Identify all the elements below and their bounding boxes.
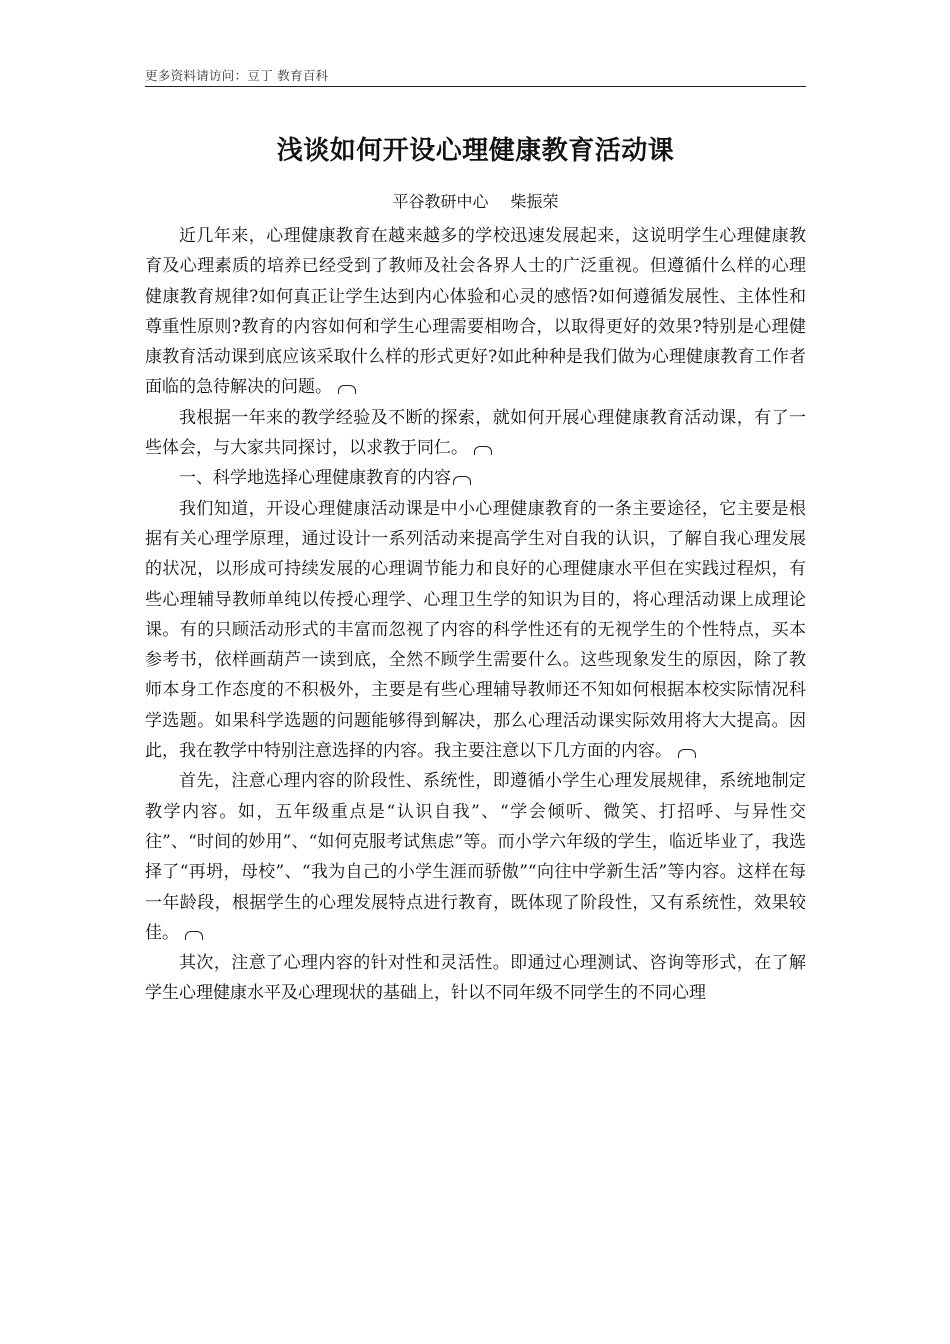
author-name: 柴振荣 — [510, 192, 559, 211]
paragraph-text: 我们知道，开设心理健康活动课是中小心理健康教育的一条主要途径，它主要是根据有关心理学原理，通过设计一系列活动来提高学生对自我的认识，了解自我心理发展的状况，以形成可持续发展的心理调节能力和良好的心理健康水平但在实践过程炽，有些心理辅导教师单纯以传授心理学、心理卫生学的知识为目的，将心理活动课上成理论课。有的只顾活动形式的丰富而忽视了内容的科学性还有的无视学生的个性特点，买本参考书，依样画葫芦一读到底，全然不顾学生需要什么。这些现象发生的原因，除了教师本身工作态度的不积极外，主要是有些心理辅导教师还不知如何根据本校实际情况科学选题。如果科学选题的问题能够得到解决，那么心理活动课实际效用将大大提高。因此，我在教学中特别注意选择的内容。我主要注意以下几方面的内容。 — [145, 498, 806, 762]
paragraph-mark-icon — [338, 385, 356, 394]
paragraph — [145, 494, 806, 767]
paragraph-text: 其次，注意了心理内容的针对性和灵活性。即通过心理测试、咨询等形式，在了解学生心理健康水平及心理现状的基础上，针以不同年级不同学生的不同心理 — [145, 953, 806, 1004]
paragraph — [145, 948, 806, 1009]
author-org: 平谷教研中心 — [392, 192, 489, 211]
author-line — [145, 189, 806, 212]
paragraph — [145, 403, 806, 464]
paragraph — [145, 221, 806, 403]
header-text: 更多资料请访问：豆丁 教育百科 — [145, 68, 329, 83]
section-heading — [145, 463, 806, 493]
paragraph-text: 我根据一年来的教学经验及不断的探索，就如何开展心理健康教育活动课，有了一些体会，与大家共同探讨，以求教于同仁。 — [145, 407, 806, 459]
paragraph-mark-icon — [453, 476, 471, 485]
document-body — [145, 221, 806, 1009]
paragraph-mark-icon — [678, 749, 696, 758]
paragraph-mark-icon — [474, 446, 492, 455]
paragraph — [145, 766, 806, 948]
paragraph-text: 一、科学地选择心理健康教育的内容 — [179, 468, 451, 489]
paragraph-mark-icon — [185, 931, 203, 940]
page-header — [145, 62, 806, 87]
document-title: 浅谈如何开设心理健康教育活动课 — [276, 136, 675, 166]
paragraph-text: 近几年来，心理健康教育在越来越多的学校迅速发展起来，这说明学生心理健康教育及心理素质的培养已经受到了教师及社会各界人士的广泛重视。但遵循什么样的心理健康教育规律?如何真正让学生达到内心体验和心灵的感悟?如何遵循发展性、主体性和尊重性原则?教育的内容如何和学生心理需要相吻合，以取得更好的效果?特别是心理健康教育活动课到底应该采取什么样的形式更好?如此种种是我们做为心理健康教育工作者面临的急待解决的问题。 — [145, 226, 806, 398]
paragraph-text: 首先，注意心理内容的阶段性、系统性，即遵循小学生心理发展规律，系统地制定教学内容。如，五年级重点是“认识自我”、“学会倾听、微笑、打招呼、与异性交往”、“时间的妙用”、“如何克服考试焦虑”等。而小学六年级的学生，临近毕业了，我选择了“再坍，母校”、“我为自己的小学生涯而骄傲”“向往中学新生活”等内容。这样在每一年龄段，根据学生的心理发展特点进行教育，既体现了阶段性，又有系统性，效果较佳。 — [145, 771, 806, 943]
